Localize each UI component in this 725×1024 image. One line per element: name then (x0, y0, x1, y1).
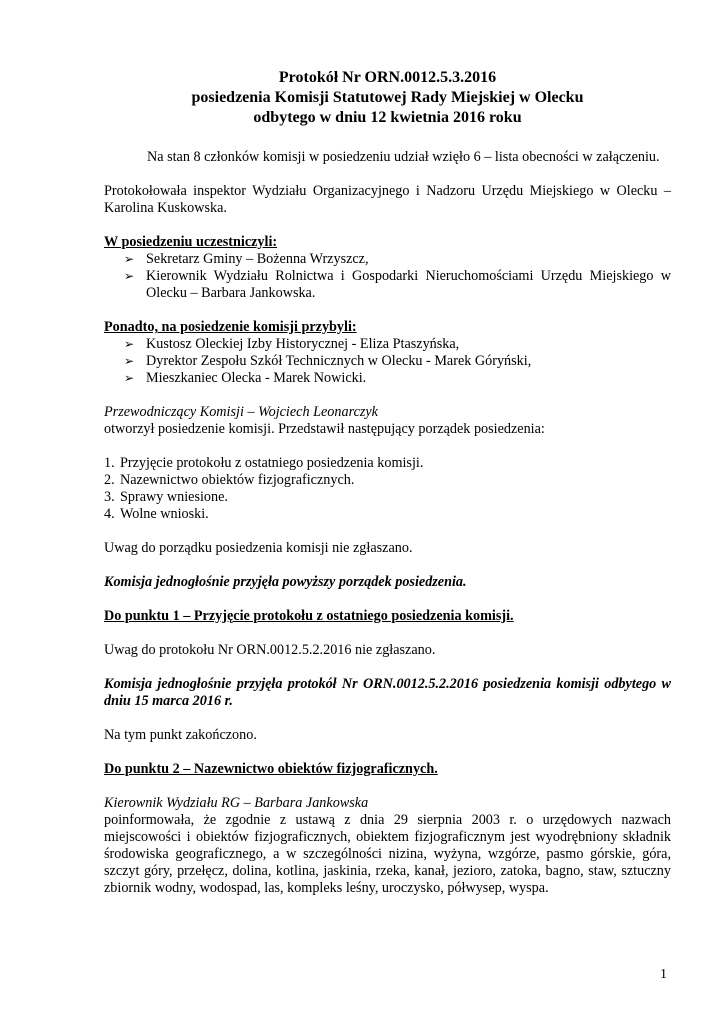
arrow-bullet-icon: ➢ (124, 371, 135, 385)
list-item: ➢ Mieszkaniec Olecka - Marek Nowicki. (124, 370, 367, 386)
guests-heading: Ponadto, na posiedzenie komisji przybyli: (104, 319, 357, 335)
participants-list (104, 251, 671, 302)
point1-closing: Na tym punkt zakończono. (104, 727, 257, 743)
agenda-item: 1. Przyjęcie protokołu z ostatniego posiedzenia komisji. (104, 455, 424, 471)
agenda-list (104, 455, 671, 523)
agenda-item: 4. Wolne wnioski. (104, 506, 209, 522)
agenda-item: 2. Nazewnictwo obiektów fizjograficznych. (104, 472, 355, 488)
point2-heading: Do punktu 2 – Nazewnictwo obiektów fizjograficznych. (104, 761, 438, 777)
participants-heading: W posiedzeniu uczestniczyli: (104, 234, 278, 250)
document-page (104, 68, 671, 897)
arrow-bullet-icon: ➢ (124, 269, 135, 283)
agenda-decision: Komisja jednogłośnie przyjęła powyższy porządek posiedzenia. (104, 574, 467, 590)
title-line-2: posiedzenia Komisji Statutowej Rady Miejskiej w Olecku (191, 89, 584, 106)
guests-list (104, 336, 671, 387)
arrow-bullet-icon: ➢ (124, 337, 135, 351)
chair-name: Przewodniczący Komisji – Wojciech Leonarczyk (104, 404, 378, 420)
list-item: ➢ Dyrektor Zespołu Szkół Technicznych w Olecku - Marek Góryński, (124, 353, 532, 369)
chair-text: otworzył posiedzenie komisji. Przedstawił następujący porządek posiedzenia: (104, 421, 545, 437)
page-number: 1 (660, 967, 667, 982)
title-line-1: Protokół Nr ORN.0012.5.3.2016 (278, 69, 497, 86)
point1-remarks: Uwag do protokołu Nr ORN.0012.5.2.2016 nie zgłaszano. (104, 642, 436, 658)
recorder-paragraph: Protokołowała inspektor Wydziału Organizacyjnego i Nadzoru Urzędu Miejskiego w Olecku – Karolina Kuskowska. (104, 183, 671, 216)
title-line-3: odbytego w dniu 12 kwietnia 2016 roku (253, 109, 522, 126)
point2-text: poinformowała, że zgodnie z ustawą z dnia 29 sierpnia 2003 r. o urzędowych nazwach miejscowości i obiektów fizjograficznych, obiektem fizjograficznym jest wyodrębniony składnik środowiska geograficznego, a w szczególności nizina, wyżyna, wzgórze, pasmo górskie, góra, szczyt góry, przełęcz, dolina, kotlina, jaskinia, rzeka, kanał, jezioro, zatoka, bagno, staw, sztuczny zbiornik wodny, wodospad, las, kompleks leśny, uroczysko, półwysep, wyspa. (104, 812, 671, 896)
point2-speaker: Kierownik Wydziału RG – Barbara Jankowska (104, 795, 369, 811)
list-item: ➢ Kierownik Wydziału Rolnictwa i Gospodarki Nieruchomościami Urzędu Miejskiego w Olecku – Barbara Jankowska. (124, 268, 671, 301)
point1-heading: Do punktu 1 – Przyjęcie protokołu z ostatniego posiedzenia komisji. (104, 608, 514, 624)
agenda-item: 3. Sprawy wniesione. (104, 489, 228, 505)
arrow-bullet-icon: ➢ (124, 354, 135, 368)
arrow-bullet-icon: ➢ (124, 252, 135, 266)
list-item: ➢ Sekretarz Gminy – Bożenna Wrzyszcz, (124, 251, 369, 267)
agenda-remarks: Uwag do porządku posiedzenia komisji nie zgłaszano. (104, 540, 413, 556)
point1-decision: Komisja jednogłośnie przyjęła protokół Nr ORN.0012.5.2.2016 posiedzenia komisji odbytego w dniu 15 marca 2016 r. (104, 676, 671, 709)
list-item: ➢ Kustosz Oleckiej Izby Historycznej - Eliza Ptaszyńska, (124, 336, 460, 352)
attendance-paragraph: Na stan 8 członków komisji w posiedzeniu udział wzięło 6 – lista obecności w załączeniu. (147, 149, 660, 165)
